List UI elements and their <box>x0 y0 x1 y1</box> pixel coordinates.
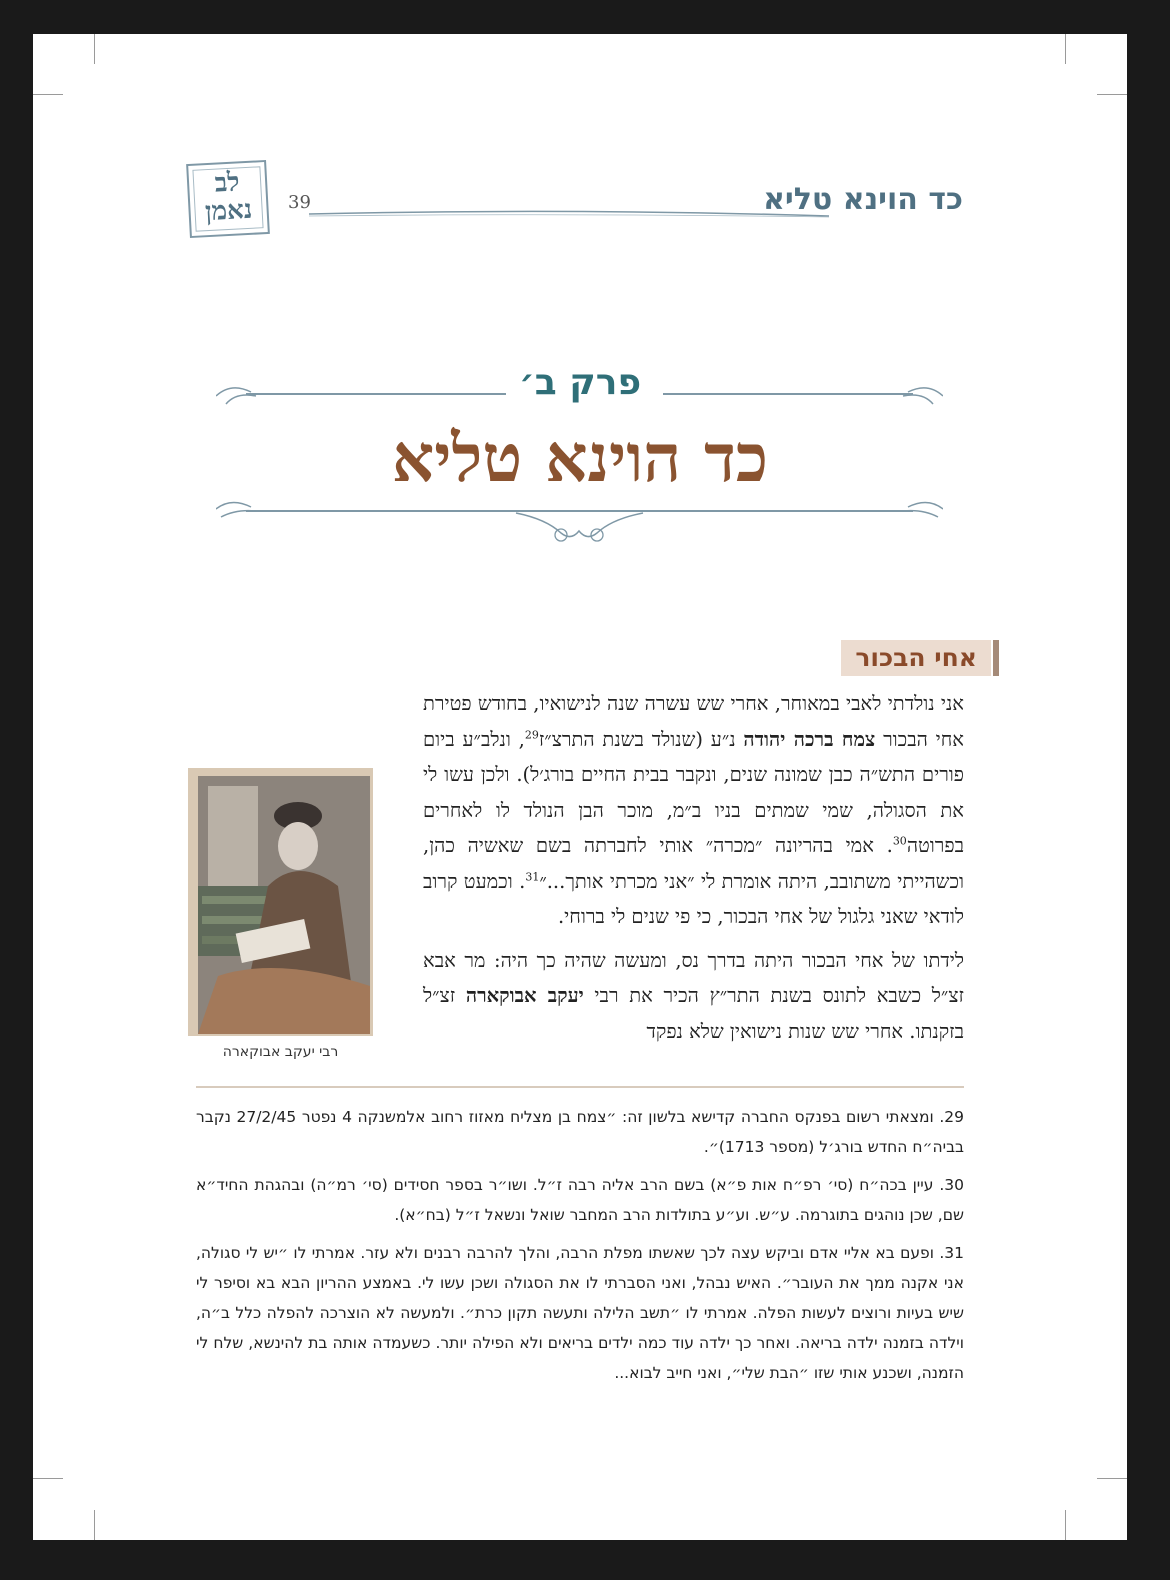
logo-line: נאמן <box>204 194 253 228</box>
crop-mark <box>1097 1478 1127 1479</box>
text-run: לידתו של אחי הבכור היתה בדרך נס, ומעשה שהיה כך היה: מר אבא זצ״ל כשבא לתונס בשנת התר״ץ הכיר את רבי <box>423 948 964 1007</box>
text-run: . וכמעט קרוב לודאי שאני גלגול של אחי הבכור, כי פי שנים לי ברוחי. <box>423 869 964 928</box>
name-bold: צמח ברכה יהודה <box>743 727 876 751</box>
crop-mark <box>33 94 63 95</box>
text-run: זצ״ל בזקנתו. אחרי שש שנות נישואין שלא נפקד <box>423 984 964 1043</box>
name-bold: יעקב אבוקארה <box>465 984 584 1007</box>
footnotes <box>196 1102 964 1396</box>
ornament-bottom <box>216 489 943 549</box>
footnote-ref[interactable]: 30 <box>892 834 907 848</box>
page-number: 39 <box>288 192 311 213</box>
section-heading-bar <box>993 640 999 676</box>
crop-mark <box>94 1510 95 1540</box>
chapter-label: פרק ב׳ <box>518 362 642 403</box>
text-run: . אמי בהריונה ״מכרה״ אותי לחברתה בשם שאשיה כהן, וכשהייתי משתובב, היתה אומרת לי ״אני מכרתי אותך...״ <box>423 834 965 893</box>
crop-mark <box>94 34 95 64</box>
crop-mark <box>1065 34 1066 64</box>
footnote-29: 29. ומצאתי רשום בפנקס החברה קדישא בלשון זה: ״צמח בן מצליח מאזוז רחוב אלמשנקה 4 נפטר 27/2/45 נקבר בביה״ח החדש בורג׳ל (מספר 1713)״. <box>196 1108 964 1156</box>
book-page <box>33 34 1127 1540</box>
running-title: כד הוינא טליא <box>763 182 963 217</box>
crop-mark <box>1097 94 1127 95</box>
crop-mark <box>33 1478 63 1479</box>
rabbi-photo <box>198 776 370 1034</box>
footnote-ref[interactable]: 31 <box>525 870 540 883</box>
text-run: נ״ע (שנולד בשנת התרצ״ז <box>538 727 744 751</box>
section-heading: אחי הבכור <box>841 640 991 676</box>
crop-mark <box>1065 1510 1066 1540</box>
footnote-30: 30. עיין בכה״ח (סי׳ רפ״ח אות פ״א) בשם הרב אליה רבה ז״ל. ושו״ר בספר חסידים (סי׳ רמ״ה) ובהגהת החיד״א שם, שכן נוהגים בתוגרמה. ע״ש. וע״ע בתולדות הרב המחבר שואל ונשאל ז״ל (בח״א). <box>196 1176 964 1224</box>
logo-line: לב <box>214 167 241 199</box>
book-logo <box>186 160 270 238</box>
footnote-divider <box>196 1086 964 1088</box>
text-run: אני נולדתי לאבי במאוחר, אחרי שש עשרה שנה לנישואיו, בחודש פטירת אחי הבכור <box>423 692 964 751</box>
text-run: , ונלב״ע ביום פורים התש״ה כבן שמונה שנים, ונקבר בבית החיים בורג׳ל). ולכן עשו לי את הסגולה, שמי שמתים בניו ב״מ, מוכר הבן הנולד לו לאחרים בפרוטה <box>423 727 964 857</box>
footnote-ref[interactable]: 29 <box>524 728 539 741</box>
chapter-title: כד הוינא טליא <box>391 419 769 497</box>
photo-frame <box>188 768 373 1036</box>
header-rule <box>309 204 829 224</box>
photo-caption: רבי יעקב אבוקארה <box>222 1044 339 1060</box>
footnote-31: 31. ופעם בא אליי אדם וביקש עצה לכך שאשתו מפלת הרבה, והלך להרבה רבנים ולא עזר. אמרתי לו ״יש לי סגולה, אני אקנה ממך את העובר״. האיש נבהל, ואני הסברתי לו את הסגולה ושכן עשו לי. באמצע ההריון הבא בא וסיפר לי שיש בעיות ורוצים לעשות הפלה. אמרתי לו ״תשב הלילה ותעשה תקון כרת״. ולמעשה לא הוצרכה להפלה כלל ב״ה, וילדה בזמנה ילדה בריאה. ואחר כך ילדה עוד כמה ילדים בריאים ולא הפילה יותר. כשעמדה אותה בת להינשא, שלח לי הזמנה, ושכנע אותי שזו ״הבת שלי״, ואני חייב לבוא... <box>196 1244 964 1382</box>
rabbi-photo-illustration <box>198 776 370 1034</box>
